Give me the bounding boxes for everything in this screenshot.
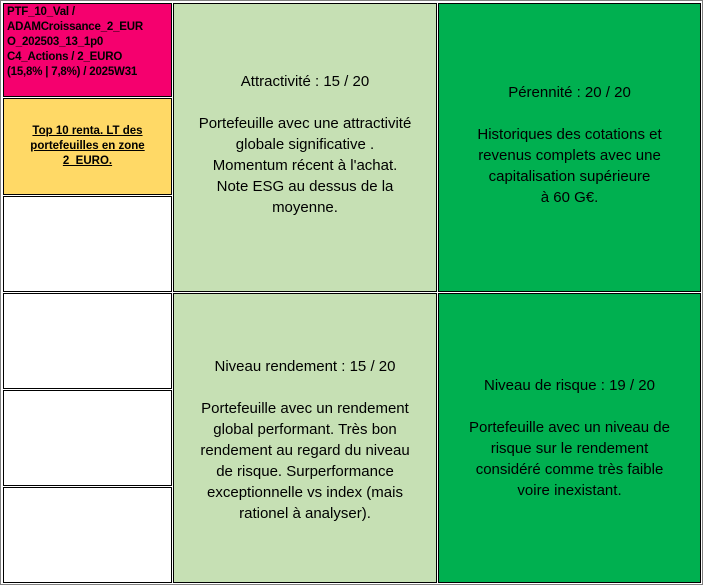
rendement-line: exceptionnelle vs index (mais (207, 484, 403, 501)
portfolio-title-line-5: (15,8% | 7,8%) / 2025W31 (7, 66, 138, 78)
perennite-heading: Pérennité : 20 / 20 (508, 83, 631, 101)
top10-cell (3, 98, 172, 195)
risque-line: considéré comme très faible (475, 461, 664, 478)
risque-cell (438, 293, 701, 583)
rendement-line: global performant. Très bon (213, 421, 397, 438)
perennite-line: à 60 G€. (540, 188, 599, 206)
attractivite-cell (173, 3, 437, 292)
top10-line-2: portefeuilles en zone (30, 140, 145, 152)
perennite-line: capitalisation supérieure (488, 167, 651, 185)
risque-line: Portefeuille avec un niveau de (469, 419, 670, 436)
rendement-line: rationel à analyser). (239, 505, 371, 522)
attractivite-line: globale significative . (235, 136, 375, 153)
top10-text (30, 124, 144, 169)
portfolio-title-line-2: ADAMCroissance_2_EUR (7, 21, 143, 33)
attractivite-line: Momentum récent à l'achat. (212, 157, 398, 174)
rendement-line: rendement au regard du niveau (200, 442, 410, 459)
perennite-line: revenus complets avec une (478, 146, 661, 164)
top10-line-3: 2_EURO. (62, 155, 113, 167)
empty-cell (3, 196, 172, 292)
risque-line: risque sur le rendement (490, 440, 649, 457)
attractivite-line: moyenne. (272, 199, 338, 216)
portfolio-title-line-4: C4_Actions / 2_EURO (7, 51, 123, 63)
portfolio-title-cell (3, 3, 172, 97)
rendement-cell (173, 293, 437, 583)
rendement-line: Portefeuille avec un rendement (201, 400, 409, 417)
attractivite-line: Note ESG au dessus de la (216, 178, 394, 195)
rendement-heading: Niveau rendement : 15 / 20 (214, 358, 396, 375)
top10-line-1: Top 10 renta. LT des (32, 125, 143, 137)
attractivite-line: Portefeuille avec une attractivité (198, 115, 412, 132)
empty-cell (3, 390, 172, 486)
portfolio-title-line-1: PTF_10_Val / (7, 6, 75, 18)
perennite-cell (438, 3, 701, 292)
perennite-line: Historiques des cotations et (477, 125, 662, 143)
risque-heading: Niveau de risque : 19 / 20 (484, 377, 655, 394)
attractivite-heading: Attractivité : 15 / 20 (240, 73, 370, 90)
empty-cell (3, 293, 172, 389)
portfolio-title-line-3: O_202503_13_1p0 (7, 36, 104, 48)
empty-cell (3, 487, 172, 583)
rendement-line: de risque. Surperformance (216, 463, 394, 480)
risque-line: voire inexistant. (517, 482, 622, 499)
